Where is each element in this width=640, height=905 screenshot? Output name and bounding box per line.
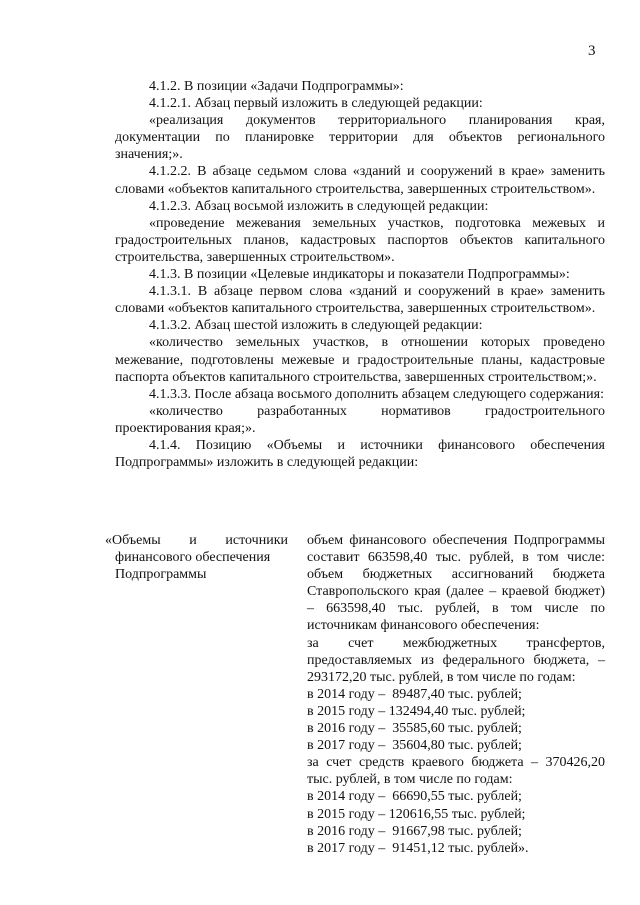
finance-label-column bbox=[105, 532, 288, 857]
paragraph: 4.1.3.3. После абзаца восьмого дополнить абзацем следующего содержания: bbox=[149, 386, 604, 402]
document-body bbox=[115, 78, 605, 471]
finance-label-line: Подпрограммы bbox=[115, 567, 207, 583]
regional-year-line: в 2015 году – 120616,55 тыс. рублей; bbox=[307, 806, 526, 822]
finance-label-word: источники bbox=[225, 533, 288, 548]
paragraph: «реализация документов территориального планирования края, документации по планировке территории для объектов регионального значения;». bbox=[115, 113, 605, 163]
finance-label-word: «Объемы bbox=[105, 533, 161, 548]
federal-year-line: в 2017 году – 35604,80 тыс. рублей; bbox=[307, 738, 522, 754]
federal-year-line: в 2014 году – 89487,40 тыс. рублей; bbox=[307, 686, 522, 702]
federal-year-line: в 2015 году – 132494,40 тыс. рублей; bbox=[307, 703, 526, 719]
regional-year-line: в 2016 году – 91667,98 тыс. рублей; bbox=[307, 823, 522, 839]
paragraph: 4.1.2.2. В абзаце седьмом слова «зданий и сооружений в крае» заменить словами «объектов капитального строительства, завершенных строительством». bbox=[115, 164, 605, 197]
federal-year-line: в 2016 году – 35585,60 тыс. рублей; bbox=[307, 721, 522, 737]
paragraph: «количество разработанных нормативов градостроительного проектирования края;». bbox=[115, 403, 605, 436]
paragraph: 4.1.3. В позиции «Целевые индикаторы и показатели Подпрограммы»: bbox=[149, 267, 570, 283]
paragraph: «количество земельных участков, в отношении которых проведено межевание, подготовлены межевые и градостроительные планы, кадастровые паспорта объектов капитального строительства, завершенных строительством;». bbox=[115, 335, 605, 385]
paragraph: 4.1.3.1. В абзаце первом слова «зданий и сооружений в крае» заменить словами «объектов капитального строительства, завершенных строительством». bbox=[115, 284, 605, 317]
finance-table bbox=[105, 532, 605, 857]
paragraph: «проведение межевания земельных участков, подготовка межевых и градостроительных планов, кадастровых паспортов объектов капитального строительства, завершенных строительством». bbox=[115, 215, 605, 265]
page-number: 3 bbox=[588, 43, 596, 59]
paragraph: 4.1.2. В позиции «Задачи Подпрограммы»: bbox=[149, 79, 404, 94]
federal-intro: за счет межбюджетных трансфертов, предоставляемых из федерального бюджета, – 293172,20 тыс. рублей, в том числе по годам: bbox=[307, 635, 605, 685]
regional-year-line: в 2017 году – 91451,12 тыс. рублей». bbox=[307, 840, 529, 856]
finance-intro: объем финансового обеспечения Подпрограммы составит 663598,40 тыс. рублей, в том числе: объем бюджетных ассигнований бюджета Ставропольского края (далее – краевой бюджет) – 663598,40 тыс. рублей, в том числе по источникам финансового обеспечения: bbox=[307, 533, 605, 634]
paragraph: 4.1.3.2. Абзац шестой изложить в следующей редакции: bbox=[149, 318, 483, 334]
regional-year-line: в 2014 году – 66690,55 тыс. рублей; bbox=[307, 789, 522, 805]
paragraph: 4.1.2.1. Абзац первый изложить в следующей редакции: bbox=[149, 96, 483, 112]
paragraph: 4.1.2.3. Абзац восьмой изложить в следующей редакции: bbox=[149, 198, 489, 214]
finance-label-line bbox=[105, 532, 288, 549]
finance-label-word: и bbox=[189, 533, 197, 548]
finance-value-column bbox=[307, 532, 605, 857]
finance-label-line: финансового обеспечения bbox=[115, 550, 271, 566]
paragraph: 4.1.4. Позицию «Объемы и источники финансового обеспечения Подпрограммы» изложить в следующей редакции: bbox=[115, 437, 605, 471]
regional-intro: за счет средств краевого бюджета – 370426,20 тыс. рублей, в том числе по годам: bbox=[307, 755, 605, 788]
